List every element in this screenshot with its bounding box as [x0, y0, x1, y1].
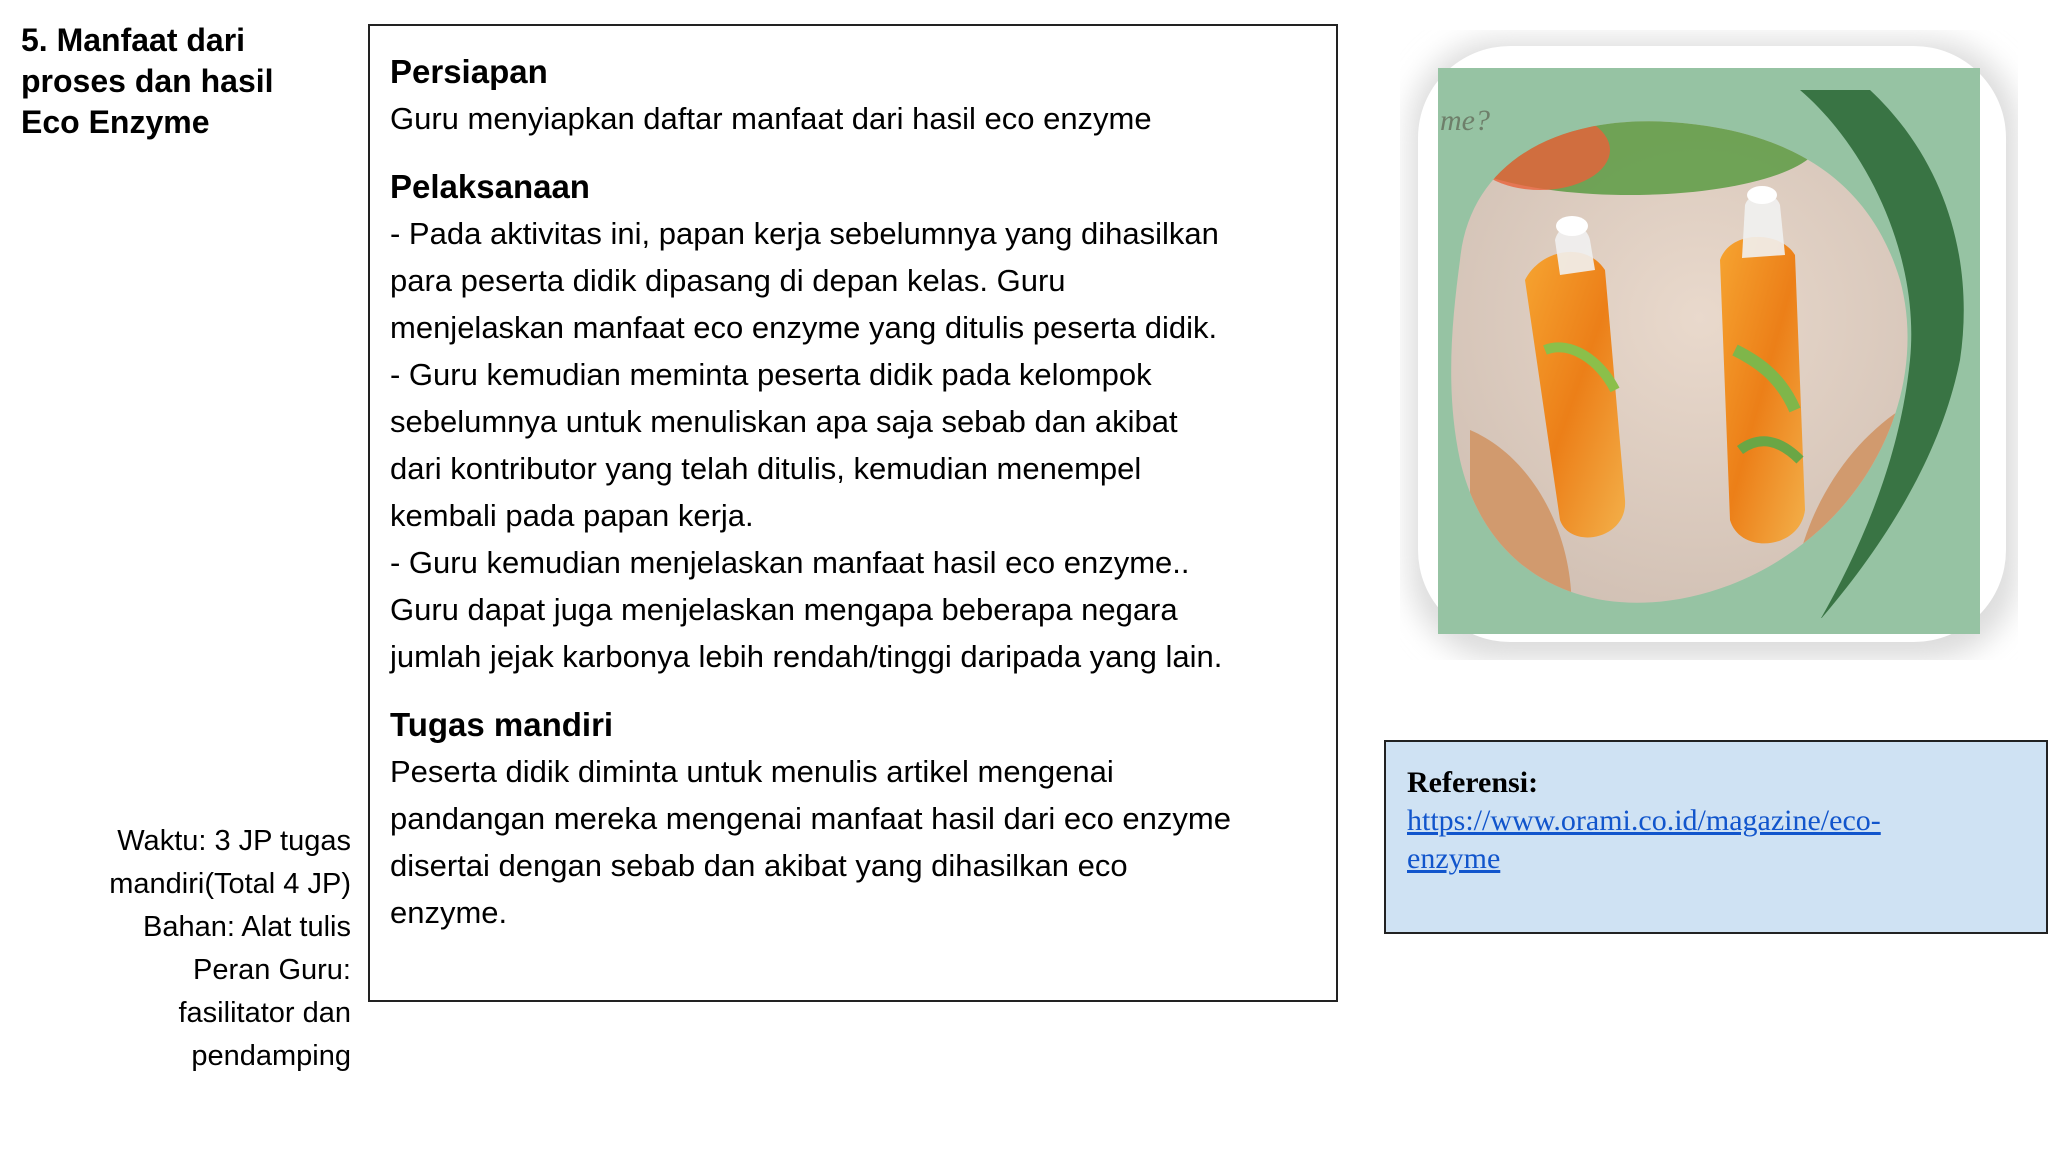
reference-link-line: https://www.orami.co.id/magazine/eco-	[1407, 804, 1881, 837]
section-line: pandangan mereka mengenai manfaat hasil dari eco enzyme	[390, 801, 1231, 836]
section-line: Guru menyiapkan daftar manfaat dari hasil eco enzyme	[390, 101, 1152, 136]
section-line: Guru dapat juga menjelaskan mengapa beberapa negara	[390, 592, 1178, 627]
meta-line: mandiri(Total 4 JP)	[109, 868, 351, 900]
section-pelaksanaan	[390, 163, 1318, 680]
meta-line: Bahan: Alat tulis	[143, 911, 351, 943]
section-line: menjelaskan manfaat eco enzyme yang ditulis peserta didik.	[390, 310, 1218, 345]
section-line: jumlah jejak karbonya lebih rendah/tinggi daripada yang lain.	[390, 639, 1223, 674]
section-line: disertai dengan sebab dan akibat yang dihasilkan eco	[390, 848, 1128, 883]
section-heading: Pelaksanaan	[390, 168, 590, 205]
section-persiapan	[390, 48, 1318, 142]
section-tugas-mandiri	[390, 701, 1318, 936]
reference-box	[1384, 740, 2048, 934]
activity-title	[21, 20, 351, 143]
activity-description-box	[368, 24, 1338, 1002]
section-line: sebelumnya untuk menuliskan apa saja sebab dan akibat	[390, 404, 1178, 439]
section-line: - Guru kemudian meminta peserta didik pada kelompok	[390, 357, 1152, 392]
section-line: dari kontributor yang telah ditulis, kemudian menempel	[390, 451, 1142, 486]
section-line: enzyme.	[390, 895, 508, 930]
meta-line: Waktu: 3 JP tugas	[117, 825, 351, 857]
photo-corner-text: me?	[1440, 104, 1490, 137]
section-heading: Tugas mandiri	[390, 706, 614, 743]
title-line: proses dan hasil	[21, 63, 274, 99]
photo-bottom-mask	[1438, 618, 1980, 634]
section-line: kembali pada papan kerja.	[390, 498, 754, 533]
section-line: - Guru kemudian menjelaskan manfaat hasil eco enzyme..	[390, 545, 1190, 580]
section-line: para peserta didik dipasang di depan kelas. Guru	[390, 263, 1066, 298]
eco-enzyme-bottles-illustration	[1400, 30, 2018, 660]
section-line: - Pada aktivitas ini, papan kerja sebelumnya yang dihasilkan	[390, 216, 1219, 251]
title-line: Eco Enzyme	[21, 104, 210, 140]
meta-line: fasilitator dan	[178, 997, 351, 1029]
reference-link[interactable]	[1407, 804, 1881, 875]
section-line: Peserta didik diminta untuk menulis artikel mengenai	[390, 754, 1114, 789]
reference-label: Referensi:	[1407, 766, 1539, 799]
eco-enzyme-photo	[1400, 30, 2018, 660]
reference-link-line: enzyme	[1407, 842, 1501, 875]
meta-line: pendamping	[191, 1040, 351, 1072]
activity-meta	[20, 820, 351, 1078]
meta-line: Peran Guru:	[193, 954, 351, 986]
title-line: 5. Manfaat dari	[21, 22, 246, 58]
section-heading: Persiapan	[390, 53, 548, 90]
